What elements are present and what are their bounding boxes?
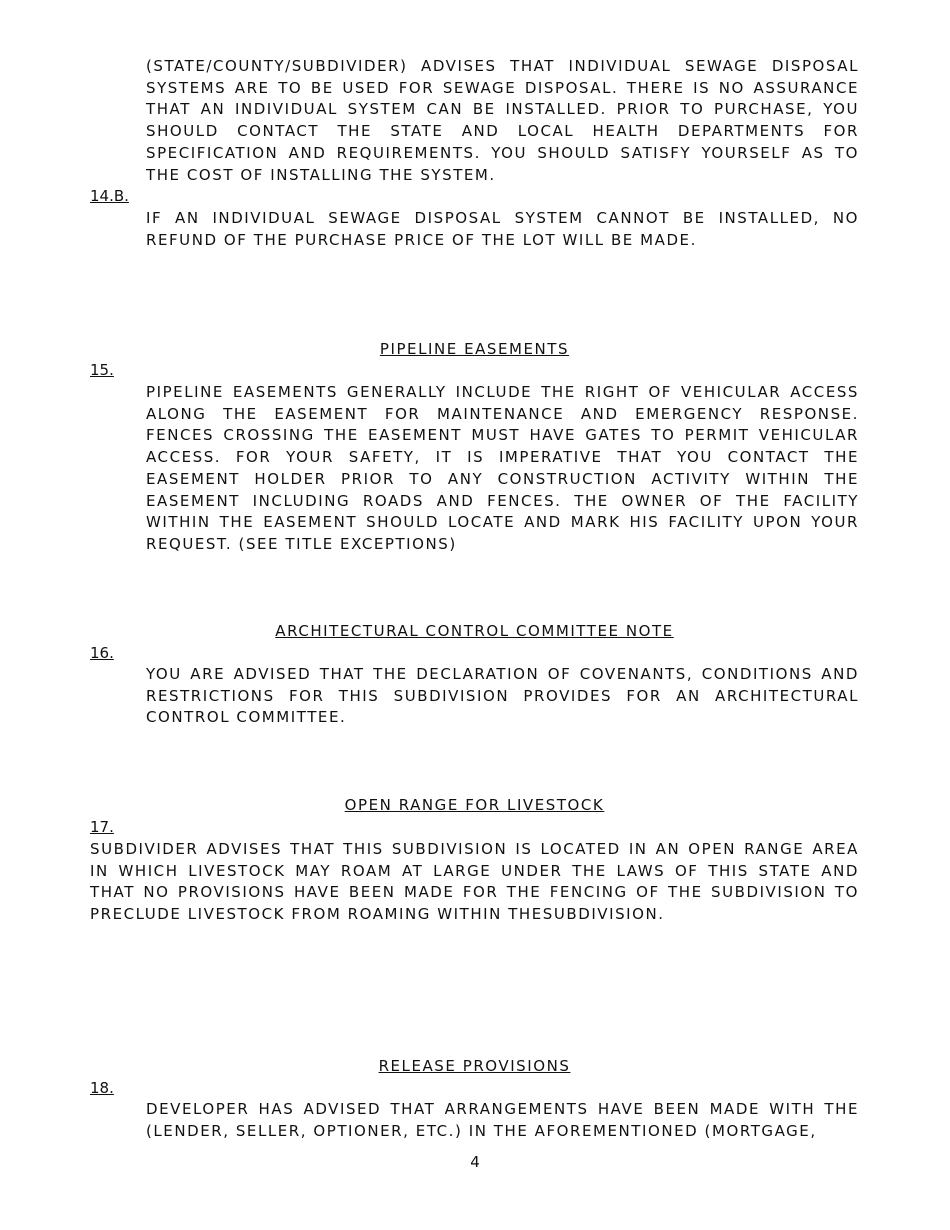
heading-release-provisions: RELEASE PROVISIONS xyxy=(378,1057,571,1075)
pipeline-easements-paragraph: PIPELINE EASEMENTS GENERALLY INCLUDE THE RIGHT OF VEHICULAR ACCESS ALONG THE EASEMENT FOR MAINTENANCE AND EMERGENCY RESPONSE. FENCES CROSSING THE EASEMENT MUST HAVE GATES TO PERMIT VEHICULAR ACCESS. FOR YOUR SAFETY, IT IS IMPERATIVE THAT YOU CONTACT THE EASEMENT HOLDER PRIOR TO ANY CONSTRUCTION ACTIVITY WITHIN THE EASEMENT INCLUDING ROADS AND FENCES. THE OWNER OF THE FACILITY WITHIN THE EASEMENT SHOULD LOCATE AND MARK HIS FACILITY UPON YOUR REQUEST. (SEE TITLE EXCEPTIONS) xyxy=(146,383,859,553)
section-number-16: 16. xyxy=(90,644,114,662)
section-number-18: 18. xyxy=(90,1079,114,1097)
heading-pipeline-easements: PIPELINE EASEMENTS xyxy=(379,340,570,358)
heading-open-range: OPEN RANGE FOR LIVESTOCK xyxy=(344,796,605,814)
no-refund-paragraph: IF AN INDIVIDUAL SEWAGE DISPOSAL SYSTEM CANNOT BE INSTALLED, NO REFUND OF THE PURCHASE PRICE OF THE LOT WILL BE MADE. xyxy=(146,209,859,249)
open-range-paragraph: SUBDIVIDER ADVISES THAT THIS SUBDIVISION IS LOCATED IN AN OPEN RANGE AREA IN WHICH LIVESTOCK MAY ROAM AT LARGE UNDER THE LAWS OF THIS STATE AND THAT NO PROVISIONS HAVE BEEN MADE FOR THE FENCING OF THE SUBDIVISION TO PRECLUDE LIVESTOCK FROM ROAMING WITHIN THESUBDIVISION. xyxy=(90,840,859,924)
section-number-17: 17. xyxy=(90,818,114,836)
release-provisions-paragraph: DEVELOPER HAS ADVISED THAT ARRANGEMENTS HAVE BEEN MADE WITH THE (LENDER, SELLER, OPTIONER, ETC.) IN THE AFOREMENTIONED (MORTGAGE, xyxy=(146,1100,859,1140)
heading-architectural-control: ARCHITECTURAL CONTROL COMMITTEE NOTE xyxy=(275,622,674,640)
section-number-15: 15. xyxy=(90,361,114,379)
section-number-14b: 14.B. xyxy=(90,187,129,205)
sewage-disposal-paragraph: (STATE/COUNTY/SUBDIVIDER) ADVISES THAT INDIVIDUAL SEWAGE DISPOSAL SYSTEMS ARE TO BE USED FOR SEWAGE DISPOSAL. THERE IS NO ASSURANCE THAT AN INDIVIDUAL SYSTEM CAN BE INSTALLED. PRIOR TO PURCHASE, YOU SHOULD CONTACT THE STATE AND LOCAL HEALTH DEPARTMENTS FOR SPECIFICATION AND REQUIREMENTS. YOU SHOULD SATISFY YOURSELF AS TO THE COST OF INSTALLING THE SYSTEM. xyxy=(146,57,859,184)
architectural-control-paragraph: YOU ARE ADVISED THAT THE DECLARATION OF COVENANTS, CONDITIONS AND RESTRICTIONS FOR THIS SUBDIVISION PROVIDES FOR AN ARCHITECTURAL CONTROL COMMITTEE. xyxy=(146,665,859,727)
page-number: 4 xyxy=(470,1153,480,1171)
